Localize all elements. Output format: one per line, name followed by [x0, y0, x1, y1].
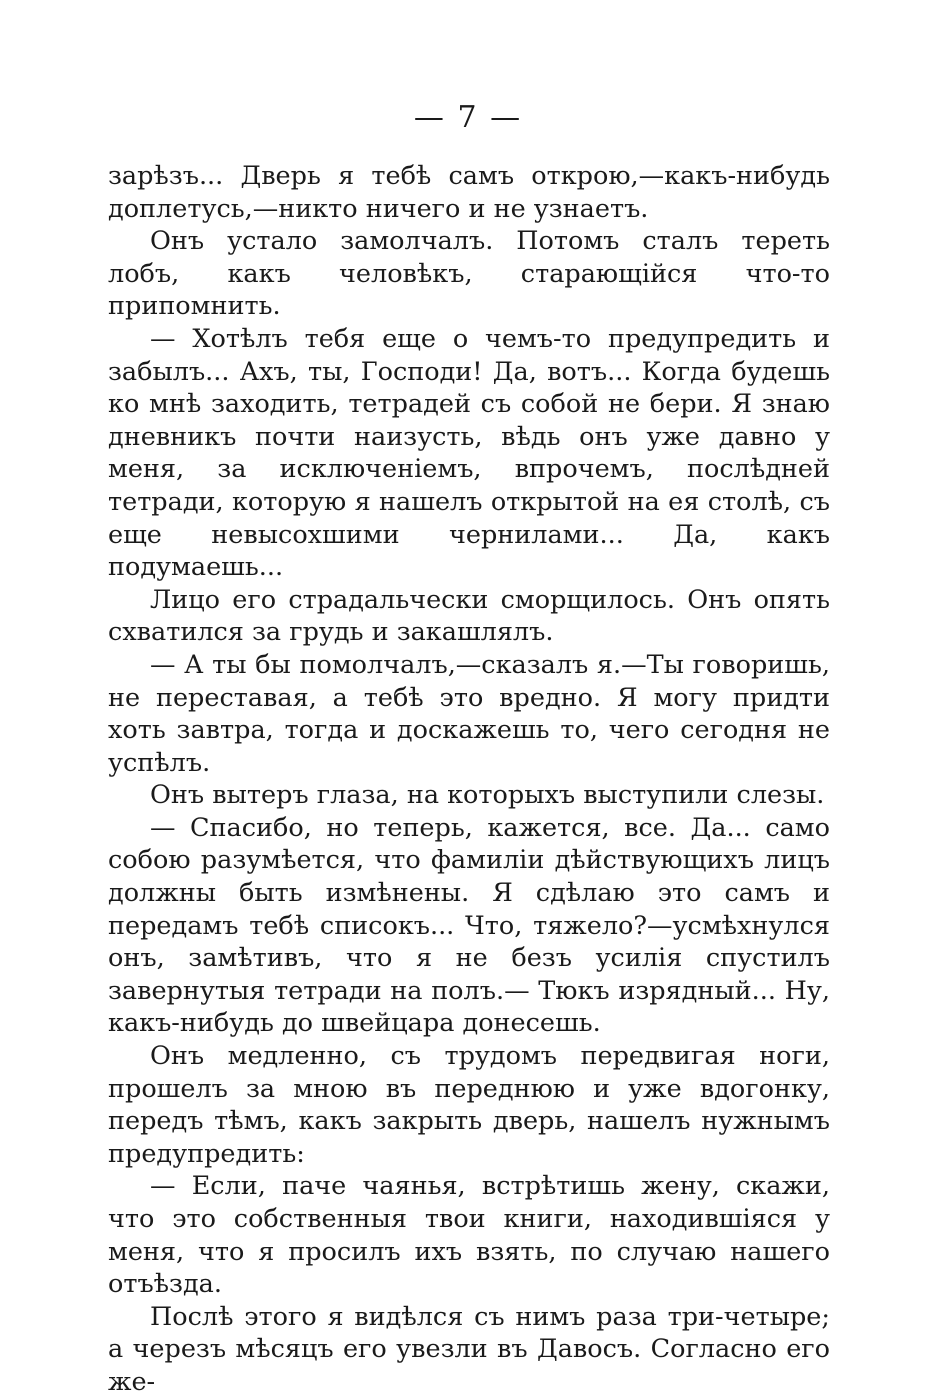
paragraph-4: Лицо его страдальчески сморщилось. Онъ опять схватился за грудь и закашлялъ.: [108, 584, 830, 648]
body-text: [108, 160, 830, 1399]
paragraph-6: Онъ вытеръ глаза, на которыхъ выступили слезы.: [150, 780, 825, 811]
paragraph-10: Послѣ этого я видѣлся съ нимъ раза три-четыре; а черезъ мѣсяцъ его увезли въ Давосъ. Согласно его же-: [108, 1301, 830, 1397]
paragraph-1: зарѣзъ... Дверь я тебѣ самъ открою,—какъ-нибудь доплетусь,—никто ничего и не узнаетъ.: [108, 161, 830, 224]
paragraph-8: Онъ медленно, съ трудомъ передвигая ноги, прошелъ за мною въ переднюю и уже вдогонку, передъ тѣмъ, какъ закрыть дверь, нашелъ нужнымъ предупредить:: [108, 1041, 830, 1169]
paragraph-3: — Хотѣлъ тебя еще о чемъ-то предупредить и забылъ... Ахъ, ты, Господи! Да, вотъ... Когда будешь ко мнѣ заходить, тетрадей съ собой не бери. Я знаю дневникъ почти наизусть, вѣдь онъ уже давно у меня, за исключеніемъ, впрочемъ, послѣдней тетради, которую я нашелъ открытой на ея столѣ, съ еще невысохшими чернилами... Да, какъ подумаешь...: [108, 323, 830, 583]
paragraph-7: — Спасибо, но теперь, кажется, все. Да... само собою разумѣется, что фамиліи дѣйствующихъ лицъ должны быть измѣнены. Я сдѣлаю это самъ и передамъ тебѣ списокъ... Что, тяжело?—усмѣхнулся онъ, замѣтивъ, что я не безъ усилія спустилъ завернутыя тетради на полъ.— Тюкъ изрядный... Ну, какъ-нибудь до швейцара донесешь.: [108, 812, 830, 1039]
paragraph-5: — А ты бы помолчалъ,—сказалъ я.—Ты говоришь, не переставая, а тебѣ это вредно. Я могу придти хоть завтра, тогда и доскажешь то, чего сегодня не успѣлъ.: [108, 649, 830, 778]
paragraph-2: Онъ устало замолчалъ. Потомъ сталъ тереть лобъ, какъ человѣкъ, старающійся что-то припомнить.: [108, 226, 830, 322]
paragraph-9: — Если, паче чаянья, встрѣтишь жену, скажи, что это собственныя твои книги, находившіяся у меня, что я просилъ ихъ взять, по случаю нашего отъѣзда.: [108, 1171, 830, 1300]
page-number: — 7 —: [413, 100, 523, 135]
